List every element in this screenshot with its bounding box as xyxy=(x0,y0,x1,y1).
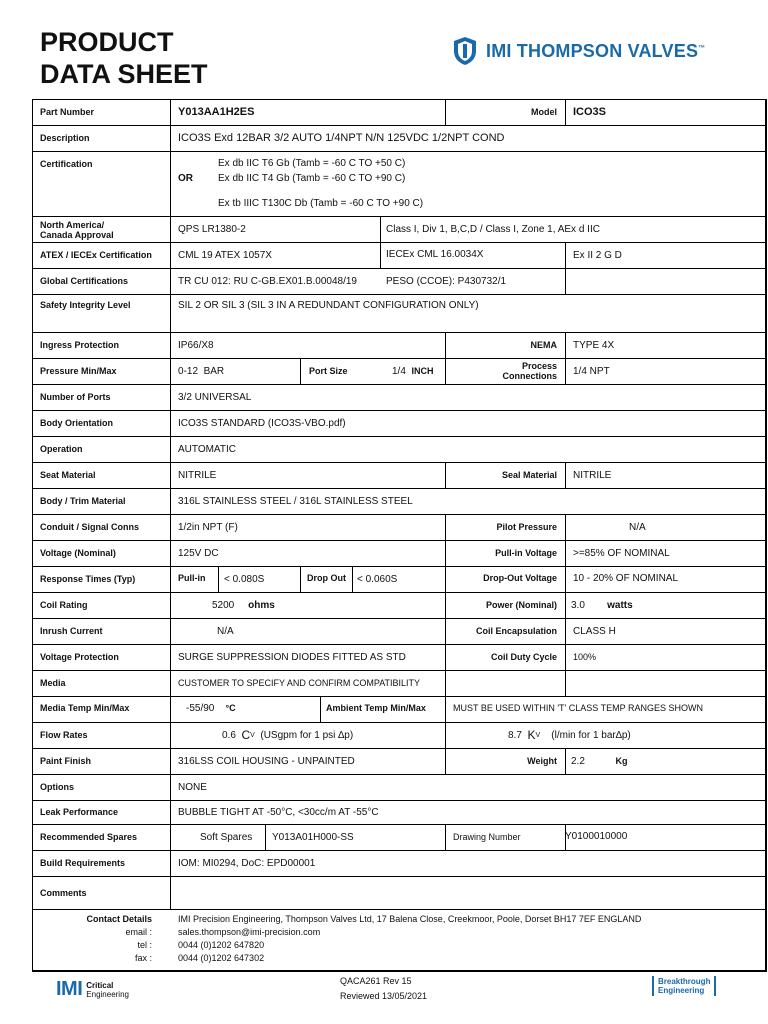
dropout-voltage-label: Drop-Out Voltage xyxy=(483,573,557,583)
response-label: Response Times (Typ) xyxy=(40,574,136,584)
cert-line-3: Ex tb IIIC T130C Db (Tamb = -60 C TO +90 C) xyxy=(218,197,424,209)
weight-value: 2.2 Kg xyxy=(571,755,628,767)
process-conn-value: 1/4 NPT xyxy=(573,365,610,377)
options-label: Options xyxy=(40,782,74,792)
seal-value: NITRILE xyxy=(573,469,612,481)
inrush-label: Inrush Current xyxy=(40,626,103,636)
flow-cv-value: 0.6 C V (USgpm for 1 psi ∆p) xyxy=(222,728,354,742)
voltage-value: 125V DC xyxy=(178,547,219,559)
description-value: ICO3S Exd 12BAR 3/2 AUTO 1/4NPT N/N 125VDC 1/2NPT COND xyxy=(178,132,505,144)
contact-label: Contact Details xyxy=(86,914,152,924)
paint-value: 316LSS COIL HOUSING - UNPAINTED xyxy=(178,755,355,767)
description-label: Description xyxy=(40,133,90,143)
pressure-label: Pressure Min/Max xyxy=(40,366,117,376)
ambient-label: Ambient Temp Min/Max xyxy=(326,703,426,713)
drawing-value: Y0100010000 xyxy=(565,830,628,842)
breakthrough-tagline: Breakthrough Engineering xyxy=(652,976,716,996)
nema-value: TYPE 4X xyxy=(573,339,615,351)
certification-label: Certification xyxy=(40,159,93,169)
iecex-value: IECEx CML 16.0034X xyxy=(386,248,484,260)
fax-label: fax : xyxy=(134,953,152,963)
brand-name: IMI THOMPSON VALVES™ xyxy=(486,40,706,61)
ports-value: 3/2 UNIVERSAL xyxy=(178,391,252,403)
fax-value: 0044 (0)1202 647302 xyxy=(178,953,265,963)
process-conn-label: Process Connections xyxy=(502,361,557,381)
leak-label: Leak Performance xyxy=(40,807,119,817)
ingress-value: IP66/X8 xyxy=(178,339,214,351)
port-size-value: 1/4 INCH xyxy=(392,365,434,377)
duty-value: 100% xyxy=(573,652,597,662)
sil-value: SIL 2 OR SIL 3 (SIL 3 IN A REDUNDANT CONFIGURATION ONLY) xyxy=(178,299,479,311)
ingress-label: Ingress Protection xyxy=(40,340,120,350)
voltage-label: Voltage (Nominal) xyxy=(40,548,116,558)
seat-value: NITRILE xyxy=(178,469,217,481)
global-peso-value: PESO (CCOE): P430732/1 xyxy=(386,275,507,287)
ex-group-value: Ex II 2 G D xyxy=(573,249,622,261)
drawing-label: Drawing Number xyxy=(453,832,521,842)
media-value: CUSTOMER TO SPECIFY AND CONFIRM COMPATIBILITY xyxy=(178,678,421,688)
pilot-value: N/A xyxy=(629,521,646,533)
coil-rating-label: Coil Rating xyxy=(40,600,88,610)
body-label: Body / Trim Material xyxy=(40,496,126,506)
engineering-text: Engineering xyxy=(86,989,129,999)
orientation-label: Body Orientation xyxy=(40,418,114,428)
part-number-label: Part Number xyxy=(40,107,95,117)
flow-kv-value: 8.7 K V (l/min for 1 bar∆p) xyxy=(508,728,631,742)
pullin-value: < 0.080S xyxy=(224,573,265,585)
options-value: NONE xyxy=(178,781,207,793)
cert-line-1: Ex db IIC T6 Gb (Tamb = -60 C TO +50 C) xyxy=(218,157,406,169)
dropout-voltage-value: 10 - 20% OF NOMINAL xyxy=(573,572,679,584)
power-label: Power (Nominal) xyxy=(485,600,557,610)
comments-label: Comments xyxy=(40,887,87,898)
build-label: Build Requirements xyxy=(40,858,126,868)
vprot-value: SURGE SUPPRESSION DIODES FITTED AS STD xyxy=(178,651,406,663)
build-value: IOM: MI0294, DoC: EPD00001 xyxy=(178,857,316,869)
pilot-label: Pilot Pressure xyxy=(496,522,557,532)
contact-address: IMI Precision Engineering, Thompson Valves Ltd, 17 Balena Close, Creekmoor, Poole, Dorset BH17 7EF ENGLAND xyxy=(178,914,642,924)
spares-label: Recommended Spares xyxy=(40,832,138,842)
imi-thompson-logo xyxy=(452,36,705,66)
operation-value: AUTOMATIC xyxy=(178,443,236,455)
pressure-value: 0-12 BAR xyxy=(178,365,225,377)
media-temp-value: -55/90 °C xyxy=(186,702,236,714)
imi-mark: IMI xyxy=(56,978,83,1000)
body-value: 316L STAINLESS STEEL / 316L STAINLESS STEEL xyxy=(178,495,413,507)
atex-label: ATEX / IECEx Certification xyxy=(40,250,152,260)
operation-label: Operation xyxy=(40,444,83,454)
model-label: Model xyxy=(531,107,557,117)
na-approval-label: North America/ Canada Approval xyxy=(40,219,114,240)
weight-label: Weight xyxy=(527,756,557,766)
conduit-label: Conduit / Signal Conns xyxy=(40,522,139,532)
global-tr-value: TR CU 012: RU C-GB.EX01.B.00048/19 xyxy=(178,275,357,287)
seat-label: Seat Material xyxy=(40,470,96,480)
data-sheet-table xyxy=(32,99,766,972)
title-line-2: DATA SHEET xyxy=(40,59,208,89)
port-size-label: Port Size xyxy=(309,366,348,376)
imi-critical-logo xyxy=(56,978,129,1001)
email-value[interactable]: sales.thompson@imi-precision.com xyxy=(178,927,321,937)
cert-or: OR xyxy=(178,172,193,184)
media-temp-label: Media Temp Min/Max xyxy=(40,703,130,713)
leak-value: BUBBLE TIGHT AT -50°C, <30cc/m AT -55°C xyxy=(178,806,379,818)
na-approval-value: QPS LR1380-2 xyxy=(178,223,246,235)
page-title xyxy=(40,26,208,90)
seal-label: Seal Material xyxy=(501,470,557,480)
dropout-value: < 0.060S xyxy=(357,573,398,585)
spares-part: Y013A01H000-SS xyxy=(272,831,354,843)
flow-label: Flow Rates xyxy=(40,730,88,740)
duty-label: Coil Duty Cycle xyxy=(490,652,557,662)
pullin-voltage-value: >=85% OF NOMINAL xyxy=(573,547,670,559)
pullin-label: Pull-in xyxy=(178,573,206,583)
sil-label: Safety Integrity Level xyxy=(40,300,131,310)
encap-label: Coil Encapsulation xyxy=(475,626,557,636)
paint-label: Paint Finish xyxy=(40,756,92,766)
inrush-value: N/A xyxy=(217,625,234,637)
na-class-value: Class I, Div 1, B,C,D / Class I, Zone 1, AEx d IIC xyxy=(386,223,600,235)
media-label: Media xyxy=(40,678,66,688)
encap-value: CLASS H xyxy=(573,625,616,637)
cert-line-2: Ex db IIC T4 Gb (Tamb = -60 C TO +90 C) xyxy=(218,172,406,184)
model-value: ICO3S xyxy=(573,106,607,118)
critical-text: Critical xyxy=(86,980,114,990)
title-line-1: PRODUCT xyxy=(40,27,174,57)
power-value: 3.0 watts xyxy=(571,599,633,611)
conduit-value: 1/2in NPT (F) xyxy=(178,521,238,533)
email-label: email : xyxy=(125,927,152,937)
shield-logo-icon xyxy=(452,36,478,66)
coil-rating-value: 5200 ohms xyxy=(212,599,275,611)
part-number-value: Y013AA1H2ES xyxy=(178,106,255,118)
vprot-label: Voltage Protection xyxy=(40,652,119,662)
reviewed-date: Reviewed 13/05/2021 xyxy=(340,991,428,1001)
tel-label: tel : xyxy=(137,940,152,950)
tel-value: 0044 (0)1202 647820 xyxy=(178,940,265,950)
ports-label: Number of Ports xyxy=(40,392,111,402)
pullin-voltage-label: Pull-in Voltage xyxy=(495,548,557,558)
doc-rev: QACA261 Rev 15 xyxy=(340,976,412,986)
atex-value: CML 19 ATEX 1057X xyxy=(178,249,272,261)
ambient-value: MUST BE USED WITHIN 'T' CLASS TEMP RANGES SHOWN xyxy=(453,703,703,713)
spares-soft: Soft Spares xyxy=(200,831,253,843)
nema-label: NEMA xyxy=(530,340,557,350)
dropout-label: Drop Out xyxy=(307,573,346,583)
global-cert-label: Global Certifications xyxy=(40,276,129,286)
orientation-value: ICO3S STANDARD (ICO3S-VBO.pdf) xyxy=(178,417,346,429)
